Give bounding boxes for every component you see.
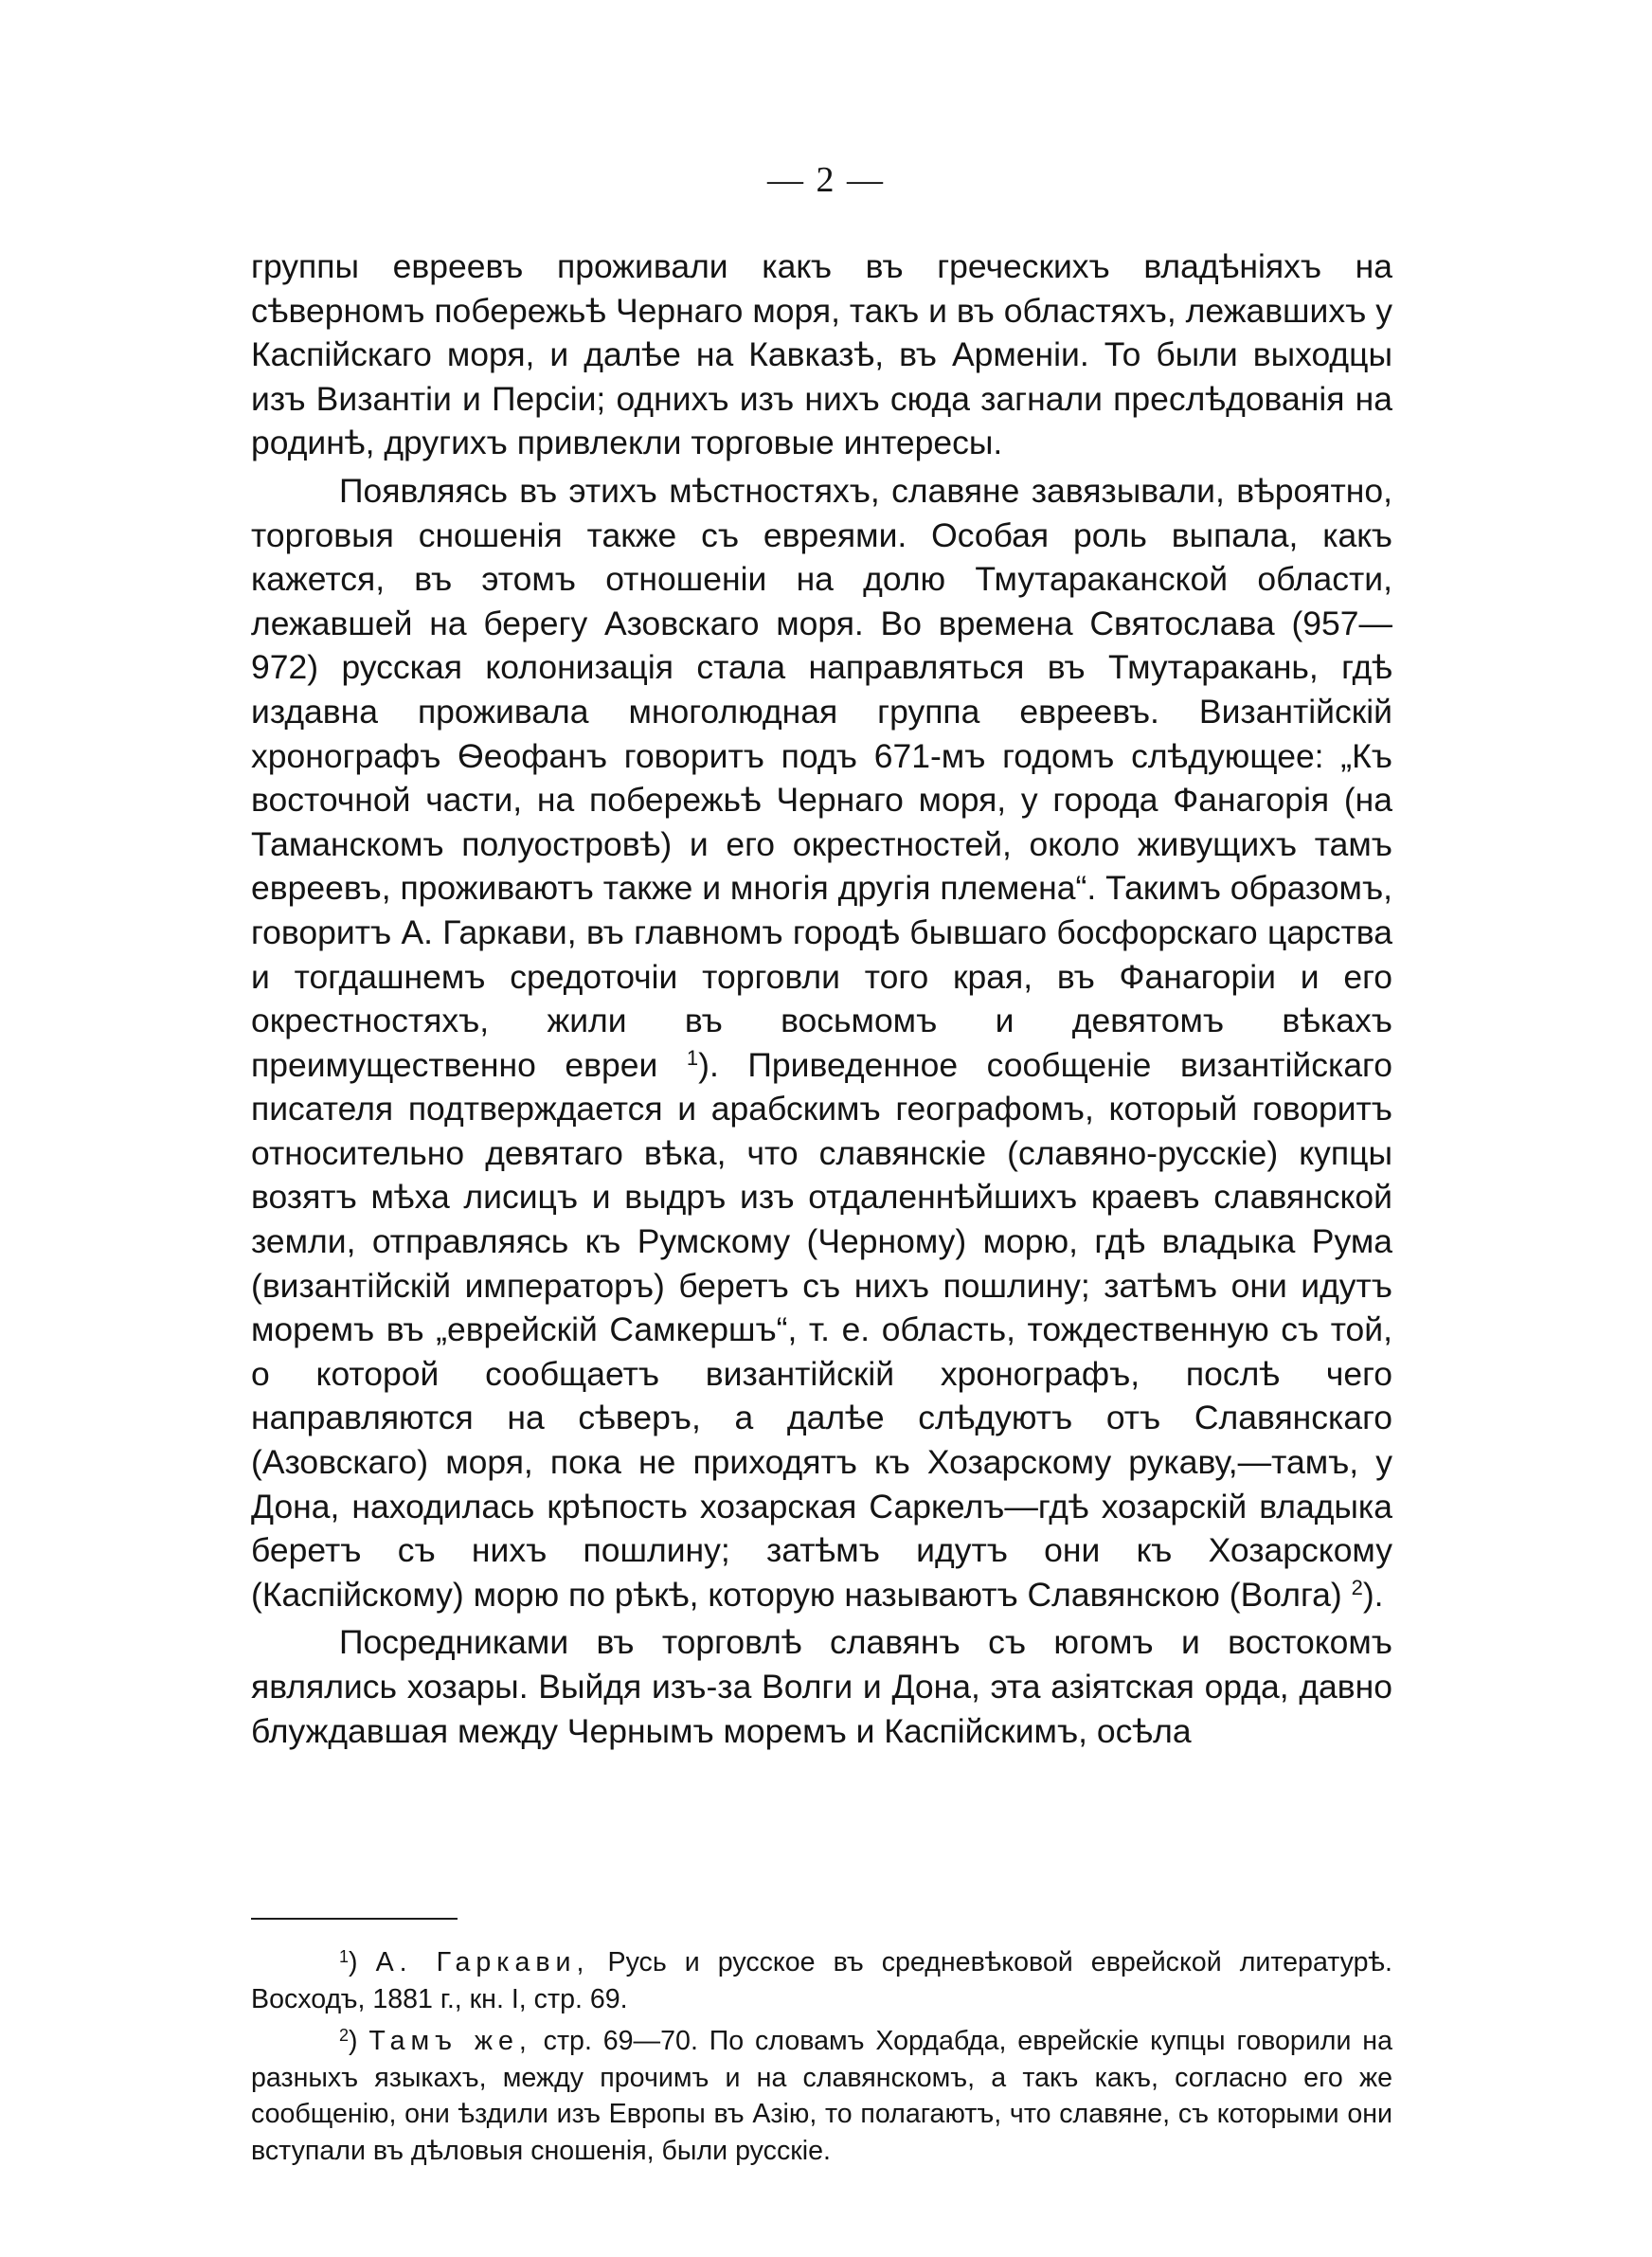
footnotes [251,1944,1392,2170]
footnote-2-text: стр. 69—70. По словамъ Хордабда, еврейскіе купцы говорили на разныхъ языкахъ, между прочимъ и на славянскомъ, а такъ какъ, согласно его же сообщенію, они ѣздили изъ Европы въ Азію, то полагаютъ, что славяне, съ которыми они вступали въ дѣловыя сношенія, были русскіе. [251,2026,1392,2166]
page-number: — 2 — [767,160,885,200]
footnote-1-marker: $^1$) [339,1947,358,1977]
footnote-2-marker: $^2$) [339,2026,358,2057]
footnote-divider [251,1918,458,1920]
paragraph-2-part-c: ). [1362,1575,1384,1614]
paragraph-2-part-a: Появляясь въ этихъ мѣстностяхъ, славяне завязывали, вѣроятно, торговыя сношенія также съ евреями. Особая роль выпала, какъ кажется, въ этомъ отношеніи на долю Тмутараканской области, лежавшей на берегу Азовскаго моря. Во времена Святослава (957—972) русская колонизація стала направляться въ Тмутаракань, гдѣ издавна проживала многолюдная группа евреевъ. Византійскій хронографъ Ѳеофанъ говоритъ подъ 671-мъ годомъ слѣдующее: „Къ восточной части, на побережьѣ Чернаго моря, у города Фанагорія (на Таманскомъ полуостровѣ) и его окрестностей, около живущихъ тамъ евреевъ, проживаютъ также и многія другія племена“. Такимъ образомъ, говоритъ А. Гаркави, въ главномъ городѣ бывшаго босфорскаго царства и тогдашнемъ средоточіи торговли того края, въ Фанагоріи и его окрестностяхъ, жили въ восьмомъ и девятомъ вѣкахъ преимущественно евреи [251,471,1392,1084]
footnote-1-author: А. Гаркави, [375,1947,590,1977]
paragraph-2-part-b: ). Приведенное сообщеніе византійскаго писателя подтверждается и арабскимъ географомъ, который говоритъ относительно девятаго вѣка, что славянскіе (славяно-русскіе) купцы возятъ мѣха лисицъ и выдръ изъ отдаленнѣйшихъ краевъ славянской земли, отправляясь къ Румскому (Черному) морю, гдѣ владыка Рума (византійскій императоръ) беретъ съ нихъ пошлину; затѣмъ они идутъ моремъ въ „еврейскій Самкершъ“, т. е. область, тождественную съ той, о которой сообщаетъ византійскій хронографъ, послѣ чего направляются на сѣверъ, а далѣе слѣдуютъ отъ Славянскаго (Азовскаго) моря, пока не приходятъ къ Хозарскому рукаву,—тамъ, у Дона, находилась крѣпость хозарская Саркелъ—гдѣ хозарскій владыка беретъ съ нихъ пошлину; затѣмъ идутъ они къ Хозарскому (Каспійскому) морю по рѣкѣ, которую называютъ Славянскою (Волга) [251,1045,1392,1614]
footnote-1 [251,1944,1392,2017]
footnote-reference-1[interactable]: 1 [686,1045,699,1070]
footnote-reference-2[interactable]: 2 [1351,1575,1363,1599]
footnote-1-text: Русь и русское въ средневѣковой еврейской литературѣ. Восходъ, 1881 г., кн. I, стр. 69. [251,1947,1392,2014]
main-text [251,244,1392,1753]
footnote-2-author: Тамъ же, [368,2026,532,2057]
paragraph-1: группы евреевъ проживали какъ въ греческихъ владѣніяхъ на сѣверномъ побережьѣ Чернаго моря, такъ и въ областяхъ, лежавшихъ у Каспійскаго моря, и далѣе на Кавказѣ, въ Арменіи. То были выходцы изъ Византіи и Персіи; однихъ изъ нихъ сюда загнали преслѣдованія на родинѣ, другихъ привлекли торговые интересы. [251,247,1392,462]
paragraph-3: Посредниками въ торговлѣ славянъ съ югомъ и востокомъ являлись хозары. Выйдя изъ-за Волги и Дона, эта азіятская орда, давно блуждавшая между Чернымъ моремъ и Каспійскимъ, осѣла [251,1623,1392,1750]
paragraph-2 [251,469,1392,1616]
footnote-2 [251,2023,1392,2169]
